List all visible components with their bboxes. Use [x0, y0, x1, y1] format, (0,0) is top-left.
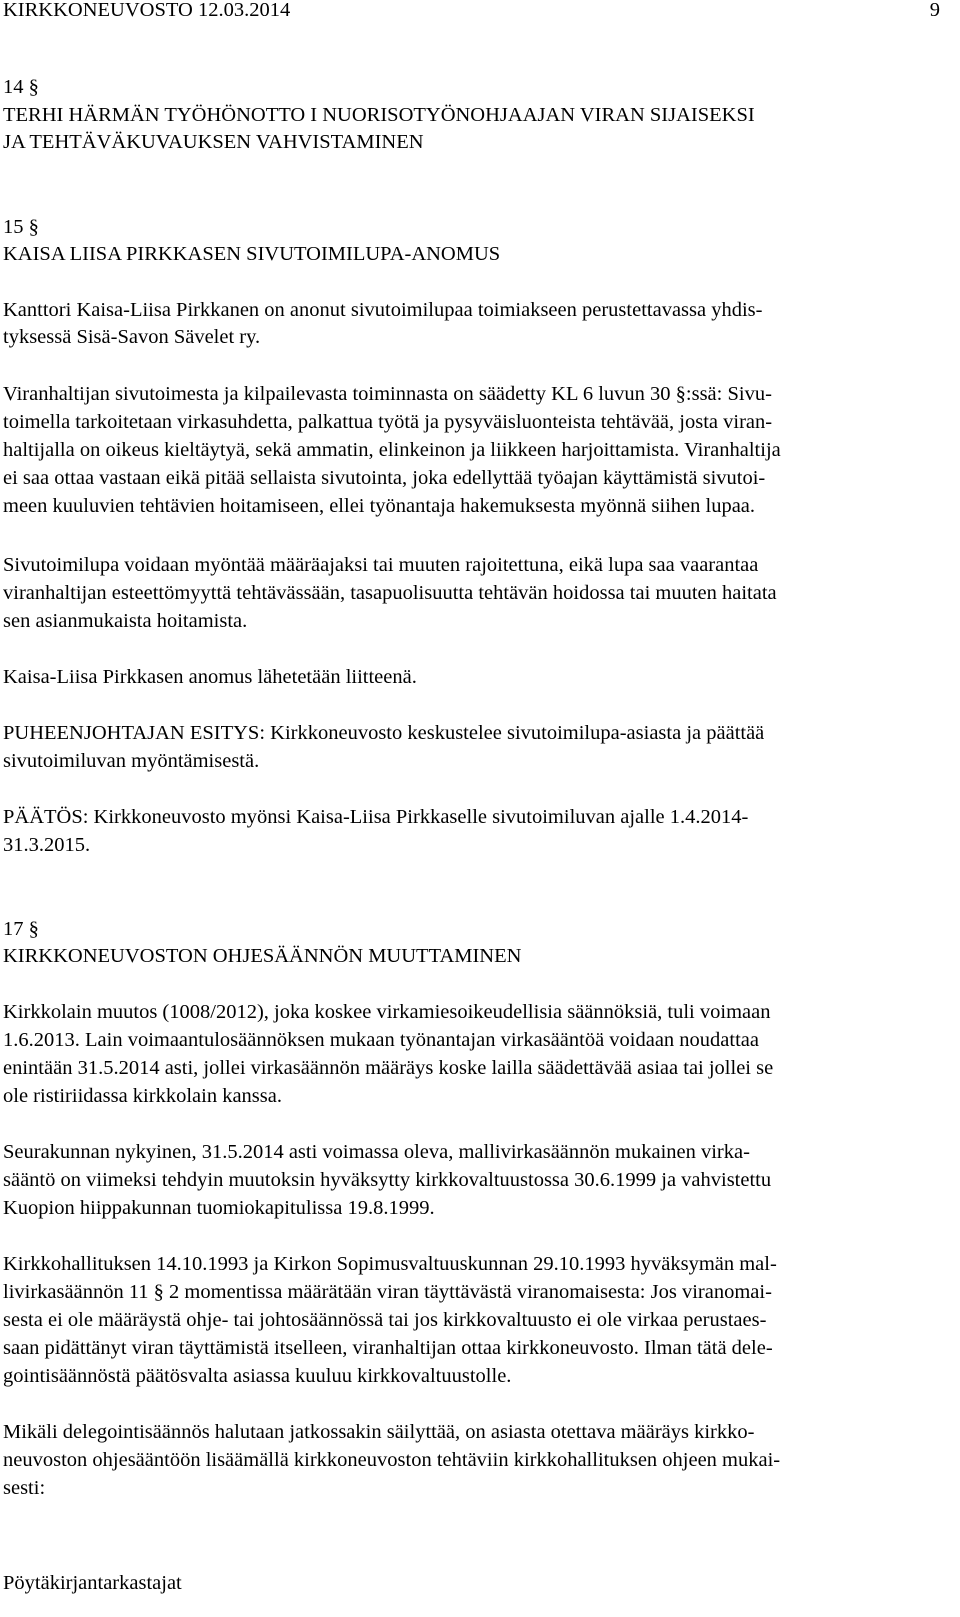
- section-17-paragraph-2-line: Kuopion hiippakunnan tuomiokapitulissa 19.8.1999.: [3, 1197, 435, 1219]
- section-15-paragraph-4: Kaisa-Liisa Pirkkasen anomus lähetetään liitteenä.: [3, 666, 417, 688]
- section-15-paragraph-2-line: toimella tarkoitetaan virkasuhdetta, palkattua työtä ja pysyväisluonteista tehtävää, josta viran-: [3, 411, 773, 433]
- section-17-paragraph-4-line: Mikäli delegointisäännös halutaan jatkossakin säilyttää, on asiasta otettava määräys kirkko-: [3, 1421, 755, 1443]
- section-17-paragraph-3-line: gointisäännöstä päätösvalta asiassa kuuluu kirkkovaltuustolle.: [3, 1365, 512, 1387]
- section-17-paragraph-3-line: saan pidättänyt viran täyttämistä itselleen, viranhaltijan ottaa kirkkoneuvosto. Ilman tätä dele-: [3, 1337, 773, 1359]
- section-14-title-line-2: JA TEHTÄVÄKUVAUKSEN VAHVISTAMINEN: [3, 131, 424, 153]
- section-15-paragraph-2-line: meen kuuluvien tehtävien hoitamiseen, ellei työnantaja hakemuksesta myönnä siihen lupaa.: [3, 495, 756, 517]
- section-17-number: 17 §: [3, 918, 39, 940]
- section-17-paragraph-4-line: sesti:: [3, 1477, 46, 1499]
- chair-proposal-line: PUHEENJOHTAJAN ESITYS: Kirkkoneuvosto keskustelee sivutoimilupa-asiasta ja päättää: [3, 722, 765, 744]
- section-17-paragraph-1-line: Kirkkolain muutos (1008/2012), joka koskee virkamiesoikeudellisia säännöksiä, tuli voimaan: [3, 1001, 771, 1023]
- section-17-paragraph-3-line: Kirkkohallituksen 14.10.1993 ja Kirkon Sopimusvaltuuskunnan 29.10.1993 hyväksymän mal-: [3, 1253, 777, 1275]
- section-17-paragraph-1-line: 1.6.2013. Lain voimaantulosäännöksen mukaan työnantajan virkasääntöä voidaan noudattaa: [3, 1029, 759, 1051]
- section-17-paragraph-2-line: sääntö on viimeksi tehdyin muutoksin hyväksytty kirkkovaltuustossa 30.6.1999 ja vahvistettu: [3, 1169, 772, 1191]
- section-15-paragraph-2-line: Viranhaltijan sivutoimesta ja kilpailevasta toiminnasta on säädetty KL 6 luvun 30 §:ssä: Sivu-: [3, 383, 772, 405]
- section-15-number: 15 §: [3, 216, 39, 238]
- document-header-title: KIRKKONEUVOSTO 12.03.2014: [3, 0, 291, 21]
- section-17-paragraph-3-line: sesta ei ole määräystä ohje- tai johtosäännössä tai jos kirkkovaltuusto ei ole virkaa perustaes-: [3, 1309, 767, 1331]
- decision-line: PÄÄTÖS: Kirkkoneuvosto myönsi Kaisa-Liisa Pirkkaselle sivutoimiluvan ajalle 1.4.2014-: [3, 806, 749, 828]
- page-number: 9: [929, 0, 940, 21]
- section-15-paragraph-1-line: Kanttori Kaisa-Liisa Pirkkanen on anonut sivutoimilupaa toimiakseen perustettavassa yhdis-: [3, 299, 763, 321]
- section-15-paragraph-3-line: viranhaltijan esteettömyyttä tehtävässään, tasapuolisuutta tehtävän hoidossa tai muuten haitata: [3, 582, 777, 604]
- section-15-paragraph-2-line: haltijalla on oikeus kieltäytyä, sekä ammatin, elinkeinon ja liikkeen harjoittamista. Viranhaltija: [3, 439, 781, 461]
- section-14-number: 14 §: [3, 76, 39, 98]
- section-17-paragraph-2-line: Seurakunnan nykyinen, 31.5.2014 asti voimassa oleva, mallivirkasäännön mukainen virka-: [3, 1141, 750, 1163]
- section-17-paragraph-4-line: neuvoston ohjesääntöön lisäämällä kirkkoneuvoston tehtäviin kirkkohallituksen ohjeen mukai-: [3, 1449, 781, 1471]
- section-15-title: KAISA LIISA PIRKKASEN SIVUTOIMILUPA-ANOMUS: [3, 243, 501, 265]
- section-17-paragraph-3-line: livirkasäännön 11 § 2 momentissa määrätään viran täyttävästä viranomaisesta: Jos viranomai-: [3, 1281, 772, 1303]
- section-15-paragraph-3-line: sen asianmukaista hoitamista.: [3, 610, 248, 632]
- decision-line: 31.3.2015.: [3, 834, 91, 856]
- section-14-title-line-1: TERHI HÄRMÄN TYÖHÖNOTTO I NUORISOTYÖNOHJAAJAN VIRAN SIJAISEKSI: [3, 104, 755, 126]
- section-15-paragraph-3-line: Sivutoimilupa voidaan myöntää määräajaksi tai muuten rajoitettuna, eikä lupa saa vaarantaa: [3, 554, 759, 576]
- section-15-paragraph-2-line: ei saa ottaa vastaan eikä pitää sellaista sivutointa, joka edellyttää työajan käyttämistä sivutoi-: [3, 467, 766, 489]
- section-17-paragraph-1-line: ole ristiriidassa kirkkolain kanssa.: [3, 1085, 282, 1107]
- section-17-title: KIRKKONEUVOSTON OHJESÄÄNNÖN MUUTTAMINEN: [3, 945, 522, 967]
- section-17-paragraph-1-line: enintään 31.5.2014 asti, jollei virkasäännön määräys koske lailla säädettävää asiaa tai jollei se: [3, 1057, 774, 1079]
- minutes-reviewers-label: Pöytäkirjantarkastajat: [3, 1572, 182, 1594]
- chair-proposal-line: sivutoimiluvan myöntämisestä.: [3, 750, 260, 772]
- section-15-paragraph-1-line: tyksessä Sisä-Savon Sävelet ry.: [3, 326, 261, 348]
